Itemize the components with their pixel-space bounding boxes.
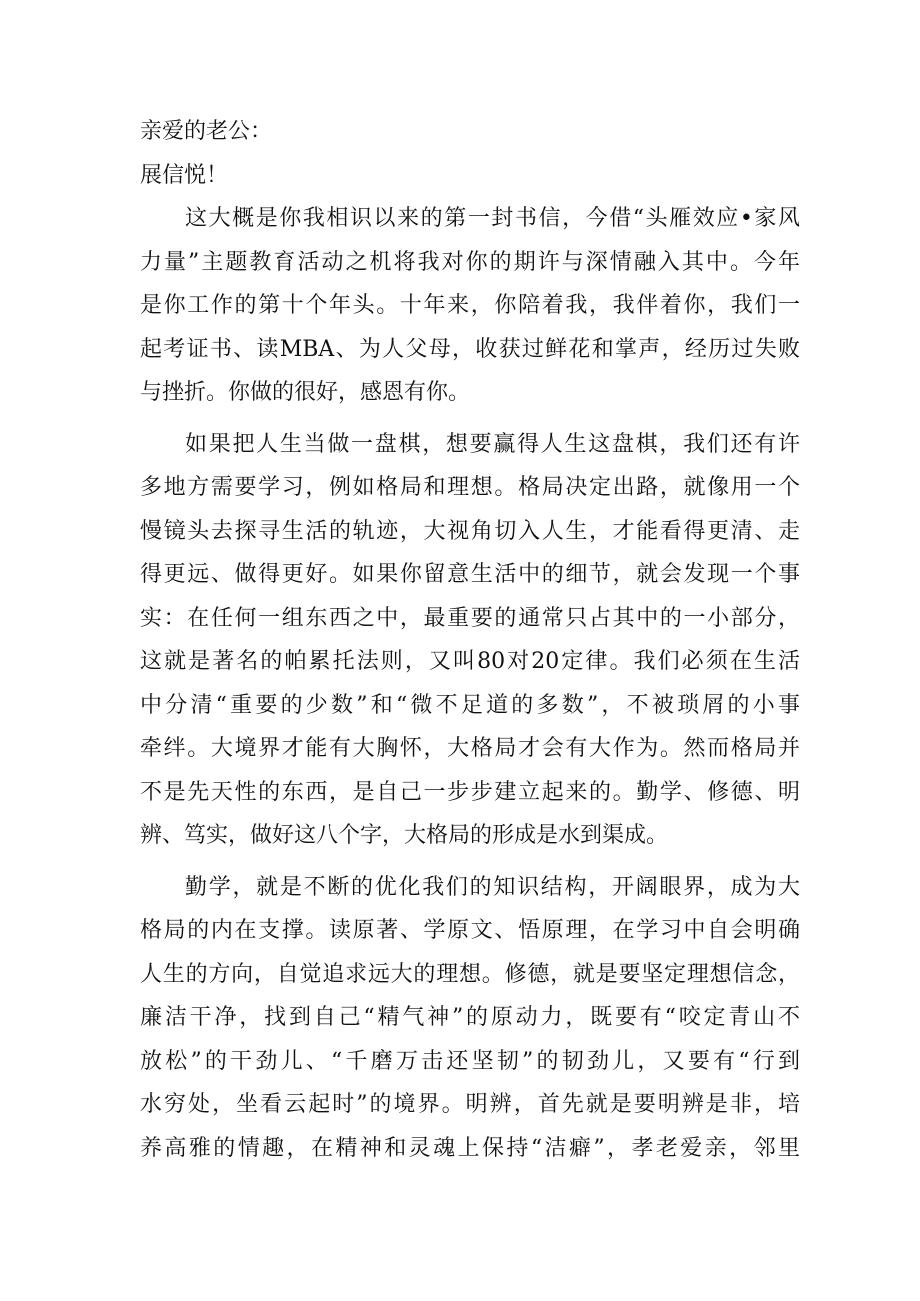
paragraph-3 — [140, 866, 800, 1171]
paragraph-line: 力量”主题教育活动之机将我对你的期许与深情融入其中。今年 — [140, 249, 800, 275]
paragraph-line: 这大概是你我相识以来的第一封书信，今借“头雁效应•家风 — [185, 206, 800, 231]
paragraph-line: 起考证书、读MBA、为人父母，收获过鲜花和掌声，经历过失败 — [140, 336, 800, 362]
paragraph-2 — [140, 423, 800, 858]
paragraph-line: 养高雅的情趣，在精神和灵魂上保持“洁癖”，孝老爱亲，邻里 — [140, 1135, 800, 1161]
paragraph-line: 不是先天性的东西，是自己一步步建立起来的。勤学、修德、明 — [140, 779, 800, 805]
paragraph-line: 格局的内在支撑。读原著、学原文、悟原理，在学习中自会明确 — [140, 918, 800, 943]
paragraph-line: 牵绊。大境界才能有大胸怀，大格局才会有大作为。然而格局并 — [140, 736, 800, 761]
paragraph-line: 人生的方向，自觉追求远大的理想。修德，就是要坚定理想信念， — [140, 961, 800, 987]
paragraph-line: 如果把人生当做一盘棋，想要赢得人生这盘棋，我们还有许 — [185, 431, 800, 457]
paragraph-line: 中分清“重要的少数”和“微不足道的多数”，不被琐屑的小事 — [140, 692, 800, 718]
paragraph-line: 这就是著名的帕累托法则，又叫80对20定律。我们必须在生活 — [140, 649, 800, 674]
paragraph-line: 得更远、做得更好。如果你留意生活中的细节，就会发现一个事 — [140, 562, 800, 587]
paragraph-line: 勤学，就是不断的优化我们的知识结构，开阔眼界，成为大 — [185, 874, 800, 900]
paragraph-line: 放松”的干劲儿、“千磨万击还坚韧”的韧劲儿，又要有“行到 — [140, 1048, 800, 1074]
paragraph-line: 多地方需要学习，例如格局和理想。格局决定出路，就像用一个 — [140, 475, 800, 500]
paragraph-line: 是你工作的第十个年头。十年来，你陪着我，我伴着你，我们一 — [140, 293, 800, 318]
paragraph-line: 辨、笃实，做好这八个字，大格局的形成是水到渠成。 — [140, 823, 669, 848]
paragraph-line: 实：在任何一组东西之中，最重要的通常只占其中的一小部分， — [140, 605, 800, 631]
salutation: 亲爱的老公： — [140, 119, 273, 144]
letter-body — [140, 110, 800, 1170]
greeting: 展信悦！ — [140, 162, 229, 188]
paragraph-1 — [140, 197, 800, 415]
paragraph-line: 水穷处，坐看云起时”的境界。明辨，首先就是要明辨是非，培 — [140, 1092, 800, 1117]
paragraph-line: 廉洁干净，找到自己“精气神”的原动力，既要有“咬定青山不 — [140, 1005, 800, 1030]
paragraph-line: 与挫折。你做的很好，感恩有你。 — [140, 380, 471, 405]
paragraph-line: 慢镜头去探寻生活的轨迹，大视角切入人生，才能看得更清、走 — [140, 518, 800, 544]
